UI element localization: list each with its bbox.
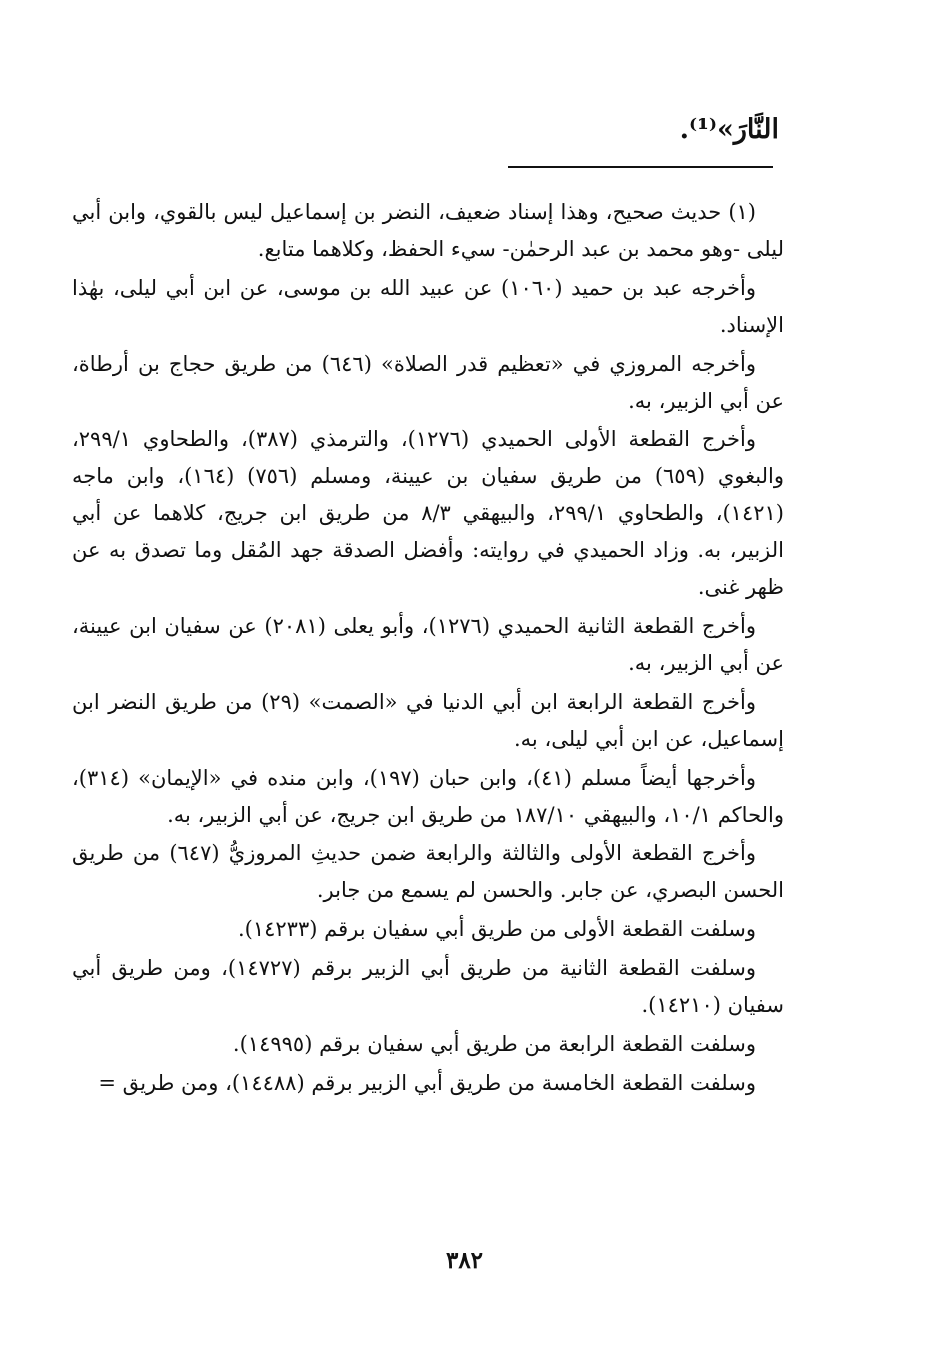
footnotes-section [72,194,784,1102]
footnote-paragraph: وأخرجها أيضاً مسلم (٤١)، وابن حبان (١٩٧)، وابن منده في «الإيمان» (٣١٤)، والحاكم ١٠/١، والبيهقي ١٨٧/١٠ من طريق ابن جريج، عن أبي الزبير، به. [72,765,784,827]
footnote-paragraph: وأخرج القطعة الأولى والثالثة والرابعة ضمن حديثِ المروزيُّ (٦٤٧) من طريق الحسن البصري، عن جابر. والحسن لم يسمع من جابر. [72,841,784,903]
footnote-paragraph: (١) حديث صحيح، وهذا إسناد ضعيف، النضر بن إسماعيل ليس بالقوي، وابن أبي ليلى -وهو محمد بن عبد الرحمٰن- سيء الحفظ، وكلاهما متابع. [72,200,784,261]
footnote-paragraph: وأخرج القطعة الأولى الحميدي (١٢٧٦)، والترمذي (٣٨٧)، والطحاوي ٢٩٩/١، والبغوي (٦٥٩) من طريق سفيان بن عيينة، ومسلم (٧٥٦) (١٦٤)، وابن ماجه (١٤٢١)، والطحاوي ٢٩٩/١، والبيهقي ٨/٣ من طريق ابن جريج، كلاهما عن أبي الزبير، به. وزاد الحميدي في روايته: وأفضل الصدقة جهد المُقل وما تصدق به عن ظهر غنى. [72,427,784,600]
page-number: ٣٨٢ [445,1247,484,1274]
footnote-separator [508,166,773,168]
main-text-line: النَّارَ»⁽¹⁾. [679,114,779,145]
footnote-paragraph: وسلفت القطعة الثانية من طريق أبي الزبير برقم (١٤٧٢٧)، ومن طريق أبي سفيان (١٤٢١٠). [72,956,784,1018]
footnote-paragraph: وسلفت القطعة الأولى من طريق أبي سفيان برقم (١٤٢٣٣). [237,917,756,942]
footnote-paragraph: وأخرجه عبد بن حميد (١٠٦٠) عن عبيد الله بن موسى، عن ابن أبي ليلى، بهٰذا الإسناد. [72,275,784,337]
footnote-paragraph: وأخرج القطعة الثانية الحميدي (١٢٧٦)، وأبو يعلى (٢٠٨١) عن سفيان ابن عيينة، عن أبي الزبير، به. [72,613,784,675]
footnote-paragraph: وأخرج القطعة الرابعة ابن أبي الدنيا في «الصمت» (٢٩) من طريق النضر ابن إسماعيل، عن ابن أبي ليلى، به. [72,689,784,751]
footnote-paragraph: وأخرجه المروزي في «تعظيم قدر الصلاة» (٦٤٦) من طريق حجاج بن أرطاة، عن أبي الزبير، به. [72,351,784,413]
footnote-paragraph: وسلفت القطعة الخامسة من طريق أبي الزبير برقم (١٤٤٨٨)، ومن طريق = [98,1070,756,1095]
footnote-paragraph: وسلفت القطعة الرابعة من طريق أبي سفيان برقم (١٤٩٩٥). [232,1031,756,1056]
